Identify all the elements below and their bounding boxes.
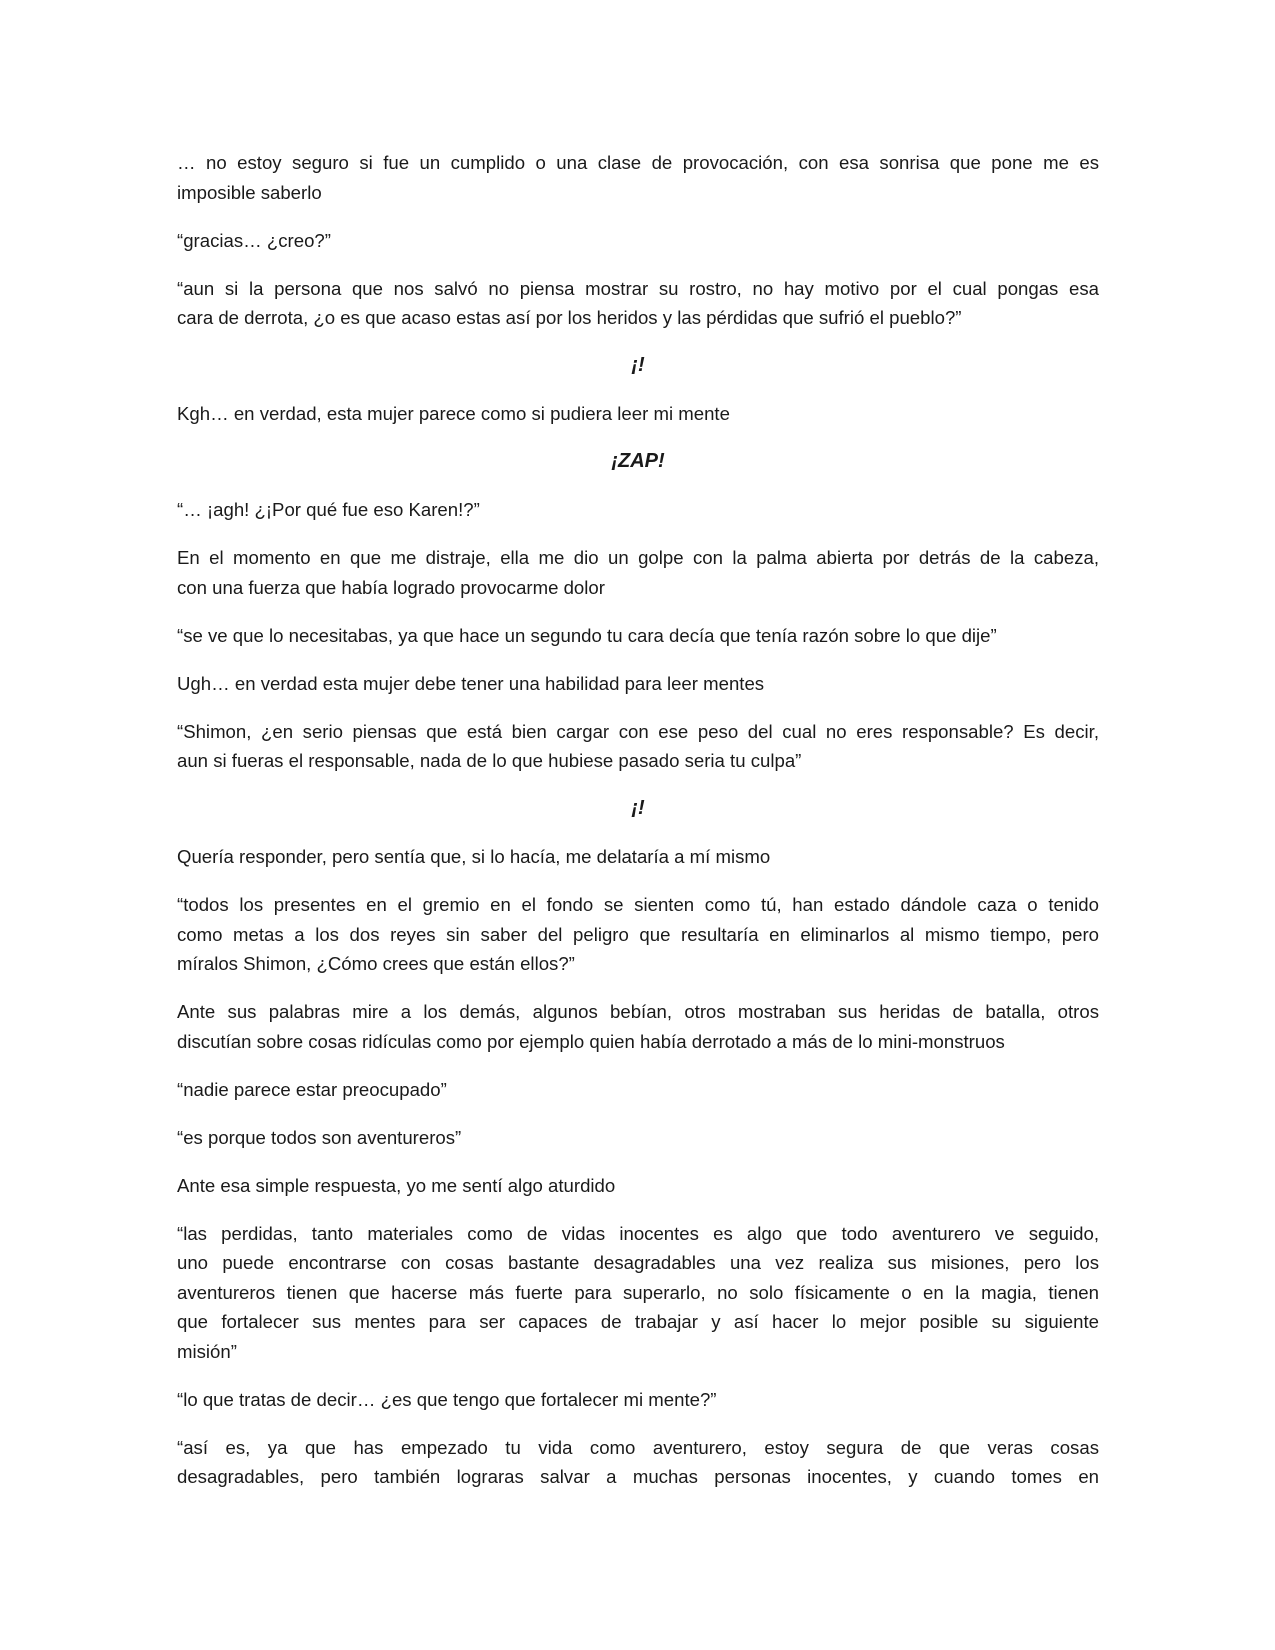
paragraph <box>177 717 1099 776</box>
text-line: “todos los presentes en el gremio en el fondo se sienten como tú, han estado dándole caza o tenido <box>177 894 1099 915</box>
text-line: uno puede encontrarse con cosas bastante desagradables una vez realiza sus misiones, pero los <box>177 1252 1099 1273</box>
paragraph <box>177 1123 1099 1153</box>
text-line: “gracias… ¿creo?” <box>177 229 331 251</box>
text-line: “nadie parece estar preocupado” <box>177 1078 447 1100</box>
text-line: En el momento en que me distraje, ella me dio un golpe con la palma abierta por detrás de la cabeza, <box>177 547 1099 568</box>
paragraph <box>177 1433 1099 1492</box>
text-line: … no estoy seguro si fue un cumplido o una clase de provocación, con esa sonrisa que pone me es <box>177 152 1099 173</box>
text-line: ¡! <box>631 354 645 376</box>
paragraph <box>177 621 1099 651</box>
paragraph <box>177 543 1099 602</box>
text-line: imposible saberlo <box>177 181 322 203</box>
text-line: cara de derrota, ¿o es que acaso estas así por los heridos y las pérdidas que sufrió el pueblo?” <box>177 307 962 328</box>
text-line: “Shimon, ¿en serio piensas que está bien cargar con ese peso del cual no eres responsable? Es decir, <box>177 720 1099 742</box>
paragraph <box>177 1075 1099 1105</box>
paragraph <box>177 890 1099 979</box>
text-line: “se ve que lo necesitabas, ya que hace un segundo tu cara decía que tenía razón sobre lo que dije” <box>177 624 997 646</box>
text-line: “es porque todos son aventureros” <box>177 1126 462 1148</box>
text-line: míralos Shimon, ¿Cómo crees que están ellos?” <box>177 953 575 974</box>
sound-effect <box>177 794 1099 824</box>
text-line: Quería responder, pero sentía que, si lo hacía, me delataría a mí mismo <box>177 846 771 867</box>
text-line: Ante esa simple respuesta, yo me sentí algo aturdido <box>177 1174 616 1196</box>
paragraph <box>177 842 1099 872</box>
paragraph <box>177 669 1099 699</box>
text-line: ¡ZAP! <box>611 450 665 472</box>
text-line: “aun si la persona que nos salvó no piensa mostrar su rostro, no hay motivo por el cual pongas esa <box>177 277 1099 299</box>
text-line: como metas a los dos reyes sin saber del peligro que resultaría en eliminarlos al mismo tiempo, pero <box>177 923 1099 945</box>
paragraph <box>177 1385 1099 1415</box>
text-line: Ugh… en verdad esta mujer debe tener una habilidad para leer mentes <box>177 672 765 694</box>
text-line: Ante sus palabras mire a los demás, algunos bebían, otros mostraban sus heridas de batalla, otros <box>177 1001 1099 1022</box>
text-line: con una fuerza que había logrado provocarme dolor <box>177 576 605 598</box>
text-line: “… ¡agh! ¿¡Por qué fue eso Karen!?” <box>177 499 480 520</box>
text-line: aventureros tienen que hacerse más fuerte para superarlo, no solo físicamente o en la magia, tienen <box>177 1281 1099 1303</box>
paragraph <box>177 226 1099 256</box>
text-line: “lo que tratas de decir… ¿es que tengo que fortalecer mi mente?” <box>177 1388 717 1410</box>
text-line: “así es, ya que has empezado tu vida como aventurero, estoy segura de que veras cosas <box>177 1436 1099 1458</box>
text-line: que fortalecer sus mentes para ser capaces de trabajar y así hacer lo mejor posible su siguiente <box>177 1311 1099 1332</box>
text-line: misión” <box>177 1340 237 1362</box>
paragraph <box>177 495 1099 525</box>
paragraph <box>177 148 1099 207</box>
paragraph <box>177 1219 1099 1367</box>
paragraph <box>177 997 1099 1056</box>
text-line: aun si fueras el responsable, nada de lo que hubiese pasado seria tu culpa” <box>177 750 802 771</box>
sound-effect <box>177 351 1099 381</box>
paragraph <box>177 274 1099 333</box>
sound-effect <box>177 447 1099 477</box>
paragraph <box>177 399 1099 429</box>
text-line: Kgh… en verdad, esta mujer parece como si pudiera leer mi mente <box>177 403 730 424</box>
document-page <box>177 148 1099 1510</box>
paragraph <box>177 1171 1099 1201</box>
text-line: “las perdidas, tanto materiales como de vidas inocentes es algo que todo aventurero ve seguido, <box>177 1222 1099 1244</box>
text-line: desagradables, pero también lograras salvar a muchas personas inocentes, y cuando tomes en <box>177 1466 1099 1487</box>
text-line: ¡! <box>631 797 645 819</box>
text-line: discutían sobre cosas ridículas como por ejemplo quien había derrotado a más de lo mini-monstruos <box>177 1030 1005 1052</box>
